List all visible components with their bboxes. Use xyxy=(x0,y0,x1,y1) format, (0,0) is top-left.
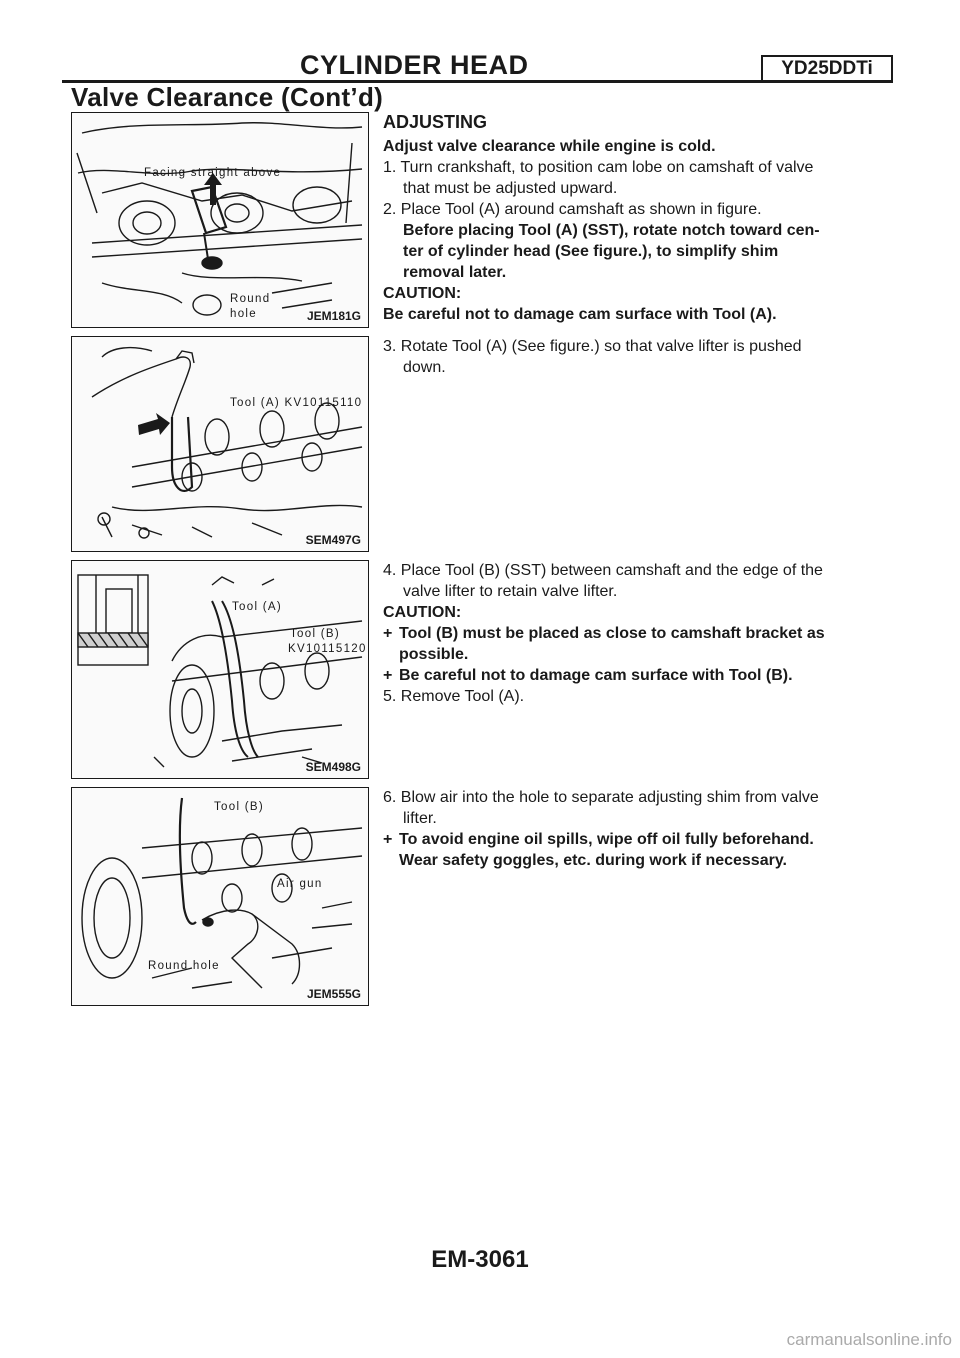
warning-bullet-text: To avoid engine oil spills, wipe off oil fully beforehand. xyxy=(399,831,814,848)
engine-illustration-tool-b-placement xyxy=(72,561,369,779)
watermark: carmanualsonline.info xyxy=(786,1330,952,1349)
engine-illustration-rotate-tool-a xyxy=(72,337,369,552)
callout-tool-a: Tool (A) xyxy=(232,601,283,613)
figure-code: JEM181G xyxy=(306,309,361,323)
caution-bullet-text: Tool (B) must be placed as close to camshaft bracket as xyxy=(399,625,825,642)
adjusting-heading: ADJUSTING xyxy=(383,112,488,132)
step-2: 2. Place Tool (A) around camshaft as shown in figure. xyxy=(383,201,762,218)
step-2-note-1: Before placing Tool (A) (SST), rotate notch toward cen- xyxy=(403,222,820,239)
step-6: 6. Blow air into the hole to separate adjusting shim from valve xyxy=(383,789,819,806)
warning-bullet-cont: Wear safety goggles, etc. during work if necessary. xyxy=(399,852,787,869)
section-title: Valve Clearance (Cont’d) xyxy=(71,82,384,112)
figure-sem498g xyxy=(71,560,369,779)
figure-code: JEM555G xyxy=(306,987,361,1001)
figure-jem181g xyxy=(71,112,369,328)
figure-jem555g xyxy=(71,787,369,1006)
adjusting-steps-4-5 xyxy=(383,560,891,707)
callout-tool-b: Tool (B) xyxy=(214,801,265,813)
callout-round-hole: Round hole xyxy=(148,960,220,972)
callout-air-gun: Air gun xyxy=(277,878,323,890)
bullet-mark: + xyxy=(383,831,393,848)
caution-label: CAUTION: xyxy=(383,604,462,621)
callout-kv10115120: KV10115120 xyxy=(288,643,367,655)
intro-text: Adjust valve clearance while engine is cold. xyxy=(383,138,716,155)
figure-sem497g xyxy=(71,336,369,552)
caution-label: CAUTION: xyxy=(383,285,462,302)
caution-bullet xyxy=(383,623,891,644)
bullet-mark: + xyxy=(383,667,393,684)
step-3: 3. Rotate Tool (A) (See figure.) so that valve lifter is pushed xyxy=(383,338,802,355)
step-5: 5. Remove Tool (A). xyxy=(383,688,525,705)
engine-illustration-air-gun xyxy=(72,788,369,1006)
step-1: 1. Turn crankshaft, to position cam lobe on camshaft of valve xyxy=(383,159,814,176)
engine-illustration-camshaft-tool-a xyxy=(72,113,369,328)
step-1-cont: that must be adjusted upward. xyxy=(403,180,618,197)
step-6-cont: lifter. xyxy=(403,810,437,827)
step-4-cont: valve lifter to retain valve lifter. xyxy=(403,583,618,600)
model-badge: YD25DDTi xyxy=(761,55,893,83)
warning-bullet xyxy=(383,829,891,850)
adjusting-step-3 xyxy=(383,336,891,378)
figure-code: SEM498G xyxy=(305,760,361,774)
step-2-note-3: removal later. xyxy=(403,264,507,281)
adjusting-step-6 xyxy=(383,787,891,871)
header-title: CYLINDER HEAD xyxy=(300,50,529,80)
callout-round: Round xyxy=(230,293,271,305)
callout-tool-a-kv10115110: Tool (A) KV10115110 xyxy=(230,397,363,409)
step-3-cont: down. xyxy=(403,359,446,376)
caution-bullet xyxy=(383,665,891,686)
bullet-mark: + xyxy=(383,625,393,642)
adjusting-steps-1-2 xyxy=(383,112,891,325)
caution-bullet-text: Be careful not to damage cam surface with Tool (B). xyxy=(399,667,793,684)
page-number: EM-3061 xyxy=(431,1246,529,1273)
callout-hole: hole xyxy=(230,308,257,320)
figure-code: SEM497G xyxy=(305,533,361,547)
caution-bullet-cont: possible. xyxy=(399,646,469,663)
caution-text: Be careful not to damage cam surface with Tool (A). xyxy=(383,306,777,323)
callout-facing-straight-above: Facing straight above xyxy=(144,167,282,179)
step-4: 4. Place Tool (B) (SST) between camshaft and the edge of the xyxy=(383,562,823,579)
callout-tool-b: Tool (B) xyxy=(290,628,341,640)
step-2-note-2: ter of cylinder head (See figure.), to simplify shim xyxy=(403,243,779,260)
